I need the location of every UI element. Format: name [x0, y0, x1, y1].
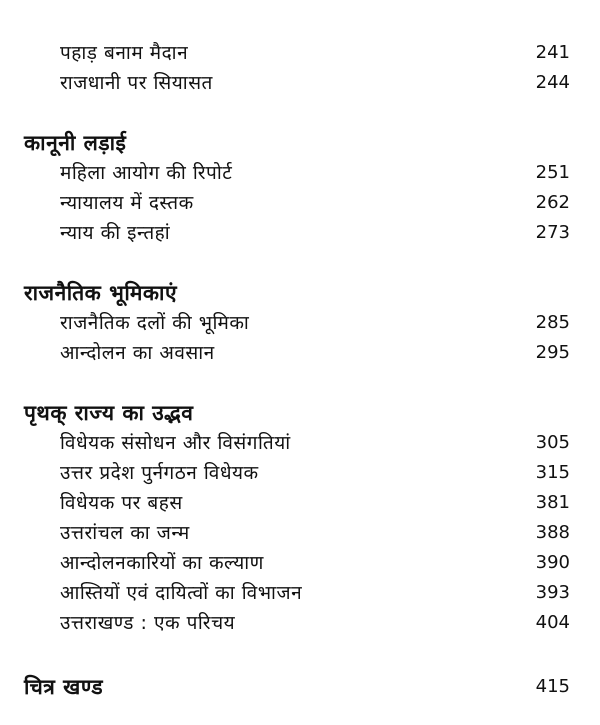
toc-entry: [0, 578, 600, 608]
toc-entry: [0, 38, 600, 68]
toc-entry-title: महिला आयोग की रिपोर्ट: [60, 162, 233, 184]
toc-entry-title: विधेयक पर बहस: [60, 492, 183, 514]
toc-entry-title: उत्तरांचल का जन्म: [60, 522, 190, 544]
toc-entry-title: राजधानी पर सियासत: [60, 72, 213, 94]
toc-entry-page: 315: [535, 462, 570, 483]
toc-entry-page: 251: [535, 162, 570, 183]
section-heading-row: [0, 398, 600, 428]
section-heading: पृथक् राज्य का उद्भव: [24, 401, 194, 425]
section-heading-row: [0, 278, 600, 308]
toc-entry-page: 388: [535, 522, 570, 543]
section-page: 415: [535, 676, 570, 697]
toc-entry-page: 390: [535, 552, 570, 573]
toc-entry-title: न्याय की इन्तहां: [60, 222, 171, 244]
toc-entry: [0, 488, 600, 518]
toc-entry: [0, 428, 600, 458]
toc-entry-page: 305: [535, 432, 570, 453]
toc-entry-page: 381: [535, 492, 570, 513]
section-heading: कानूनी लड़ाई: [24, 131, 127, 155]
toc-entry: [0, 158, 600, 188]
toc-entry-title: आन्दोलनकारियों का कल्याण: [60, 552, 264, 574]
toc-entry: [0, 608, 600, 638]
section-heading: राजनैतिक भूमिकाएं: [24, 281, 178, 305]
toc-entry: [0, 548, 600, 578]
toc-entry: [0, 338, 600, 368]
section-heading-row: [0, 128, 600, 158]
toc-entry-page: 393: [535, 582, 570, 603]
toc-entry-title: उत्तर प्रदेश पुर्नगठन विधेयक: [60, 462, 259, 484]
toc-entry-title: उत्तराखण्ड : एक परिचय: [60, 612, 236, 634]
toc-entry-page: 244: [535, 72, 570, 93]
toc-entry: [0, 218, 600, 248]
toc-entry: [0, 458, 600, 488]
toc-entry-page: 404: [535, 612, 570, 633]
toc-entry: [0, 188, 600, 218]
toc-entry-title: आस्तियों एवं दायित्वों का विभाजन: [60, 582, 303, 604]
toc-entry-page: 273: [535, 222, 570, 243]
toc-entry: [0, 308, 600, 338]
toc-entry-title: आन्दोलन का अवसान: [60, 342, 215, 364]
toc-entry-title: विधेयक संसोधन और विसंगतियां: [60, 432, 291, 454]
section-heading-row: [0, 672, 600, 702]
toc-entry-page: 262: [535, 192, 570, 213]
toc-entry: [0, 518, 600, 548]
toc-entry-title: न्यायालय में दस्तक: [60, 192, 194, 214]
toc-entry: [0, 68, 600, 98]
toc-entry-title: राजनैतिक दलों की भूमिका: [60, 312, 250, 334]
toc-entry-page: 285: [535, 312, 570, 333]
toc-entry-page: 295: [535, 342, 570, 363]
toc-entry-page: 241: [535, 42, 570, 63]
section-heading: चित्र खण्ड: [24, 675, 104, 699]
toc-entry-title: पहाड़ बनाम मैदान: [60, 42, 189, 64]
